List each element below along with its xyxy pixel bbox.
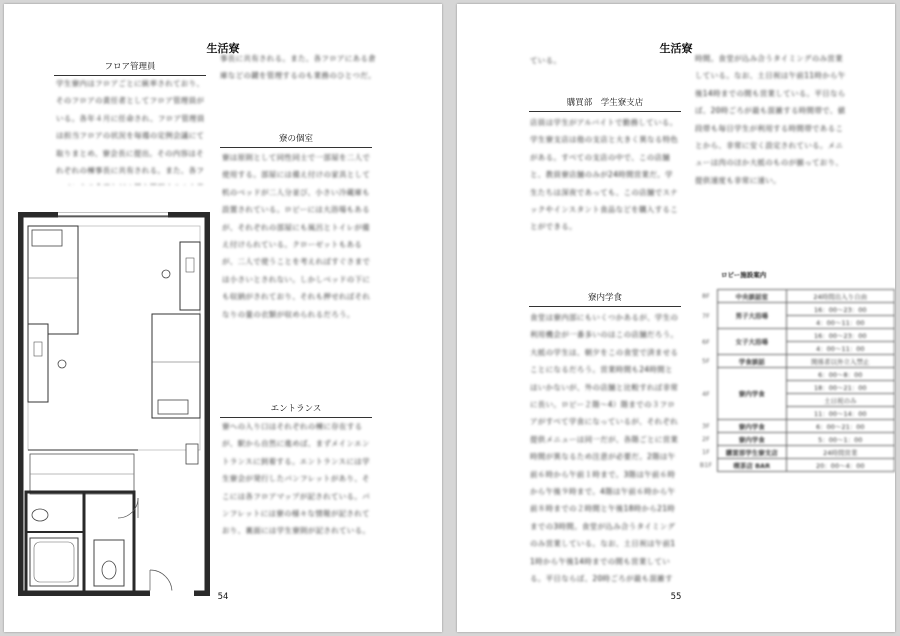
floor-label: 7F bbox=[702, 311, 710, 320]
facility-name: 中央談話室 bbox=[717, 290, 786, 303]
facility-name: 寮内学食 bbox=[717, 420, 786, 433]
facility-hours: 6：00～21：00 bbox=[786, 420, 894, 433]
facility-name: 男子大浴場 bbox=[717, 303, 786, 329]
facility-hours: 4：00～11：00 bbox=[786, 316, 894, 329]
section-body-cont: ている。 bbox=[530, 56, 562, 65]
page-number: 54 bbox=[217, 592, 229, 602]
facility-hours: 土日祝のみ bbox=[786, 394, 894, 407]
section-body-floor-manager-cont: 事長に共有される。また、各フロアにある倉庫などの鍵を管理するのも業務のひとつだ。 bbox=[220, 54, 376, 81]
floor-plan-drawing bbox=[18, 212, 210, 596]
lobby-table-row bbox=[695, 420, 895, 433]
page-55 bbox=[457, 4, 895, 632]
facility-name: 購買部学生寮支店 bbox=[717, 446, 786, 459]
facility-name: 寮内学食 bbox=[717, 368, 786, 420]
section-heading-room: 寮の個室 bbox=[220, 132, 372, 148]
section-body-room: 寮は原則として同性同士で一部屋を二人で使用する。部屋には備え付けの家具として机のベッドが二人分並び、小さい冷蔵庫も設置されている。ロビーには大浴場もあるが、それぞれの部屋にも風呂とトイレが備え付けられている。クローゼットもあるが、二人で使うことを考えればすぐさまでは小さいとされない。しかしベッドの下にも収納がされており、それも押せればそれなりの量の衣類が収められるだろう。 bbox=[222, 153, 371, 319]
section-heading-store: 購買部 学生寮支店 bbox=[529, 96, 681, 112]
facility-hours: 16：00～23：00 bbox=[786, 303, 894, 316]
floor-plan bbox=[18, 212, 210, 596]
facility-hours: 20：00～4：00 bbox=[786, 459, 894, 472]
facility-hours: 5：00～1：00 bbox=[786, 433, 894, 446]
facility-hours: 18：00～21：00 bbox=[786, 381, 894, 394]
lobby-table-row bbox=[695, 290, 895, 303]
section-body-cafeteria-cont: 時間。食堂が込み合うタイミングのみ営業している。なお、土日祝は午前11時から午後14時までの間も営業している。平日ならば、20時ごろが最も混雑する時間帯で、値段帯も毎日学生が利用する時間帯であることから、非常に安く設定されている。メニューは肉のほか大抵のものが揃っており、提供速度も非常に速い。 bbox=[695, 54, 846, 185]
floor-label: 8F bbox=[702, 292, 710, 300]
lobby-table-row bbox=[695, 433, 895, 446]
section-body-floor-manager: 学生寮内はフロアごとに統率されており、そのフロアの責任者としてフロア管理員がいる。各年４月に任命され、フロア管理員は担当フロアの状況を毎週の定例会議にて取りまとめ、寮会長に提出。その内容はそれぞれの棟事長に共有される。また、各フ bbox=[56, 79, 205, 176]
floor-label: 4F bbox=[702, 389, 710, 398]
page-title: 生活寮 bbox=[659, 42, 693, 55]
section-body-store: 店員は学生がアルバイトで勤務している。学生寮支店は他の支店と大きく異なる特色がある。すべての支店の中で、この店舗と、教員寮店舗のみが24時間営業だ。学生たちは深夜であっても、この店舗でスナックやインスタント食品などを購入することができる。 bbox=[530, 118, 679, 232]
floor-label: B1F bbox=[699, 461, 713, 469]
floor-label: 3F bbox=[702, 422, 710, 430]
section-heading-floor-manager: フロア管理員 bbox=[54, 60, 206, 76]
lobby-facility-table bbox=[695, 289, 895, 472]
page-title: 生活寮 bbox=[206, 42, 240, 55]
page-54 bbox=[4, 4, 442, 632]
lobby-table-row bbox=[695, 355, 895, 368]
lobby-table-title: ロビー施設案内 bbox=[721, 271, 767, 279]
facility-hours: 16：00～23：00 bbox=[786, 329, 894, 342]
facility-hours: 24時間営業 bbox=[786, 446, 894, 459]
page-number: 55 bbox=[670, 592, 682, 602]
section-heading-entrance: エントランス bbox=[220, 402, 372, 418]
facility-name: 学食談話 bbox=[717, 355, 786, 368]
facility-hours: 4：00～11：00 bbox=[786, 342, 894, 355]
floor-label: 5F bbox=[702, 357, 710, 365]
section-body-entrance: 寮への入り口はそれぞれの棟に存在するが、駅から自然に進めば、まずメインエントランスに到着する。エントランスには学生寮会が発行したパンフレットがあり、そこには各フロアマップが記されている。パンフレットには寮の様々な情報が記されており、裏面には学生寮則が記されている。 bbox=[222, 422, 371, 536]
lobby-table-row bbox=[695, 368, 895, 381]
lobby-table-row bbox=[695, 303, 895, 316]
floor-label: 2F bbox=[702, 435, 710, 443]
facility-hours: 関係者以外立入禁止 bbox=[786, 355, 894, 368]
floor-label: 1F bbox=[702, 448, 710, 456]
floor-label: 6F bbox=[702, 337, 710, 346]
facility-name: 寮内学食 bbox=[717, 433, 786, 446]
lobby-table-row bbox=[695, 329, 895, 342]
facility-hours: 11：00～14：00 bbox=[786, 407, 894, 420]
lobby-table-row bbox=[695, 446, 895, 459]
lobby-table-row bbox=[695, 459, 895, 472]
facility-hours: 24時間出入り自由 bbox=[786, 290, 894, 303]
section-heading-cafeteria: 寮内学食 bbox=[529, 291, 681, 307]
facility-name: 喫茶店 BAR bbox=[717, 459, 786, 472]
facility-hours: 6：00～8：00 bbox=[786, 368, 894, 381]
facility-name: 女子大浴場 bbox=[717, 329, 786, 355]
section-body-cafeteria: 食堂は寮内部にもいくつかあるが、学生の利用機会が一番多いのはこの店舗だろう。大抵の学生は、朝夕をこの食堂で済ませることになるだろう。営業時間も24時間とはいかないが、外の店舗と比較すれば非常に長い。ロビー２階～4）階までの３フロアがすべて学食になっているが、それぞれ提供メニューは同一だが、各階ごとに営業時間が異なるため注意が必要だ。2階は午前６時から午前１時まで。3階は午前６時から午後９時まで。4階は午前６時から午前８時までの２時間と午後18時から21時までの3時間。食堂が込み合うタイミングのみ営業している。なお、土日祝は午前11時から午後14時までの間も営業している。平日ならば、20時ごろが最も混雑す bbox=[530, 313, 679, 584]
